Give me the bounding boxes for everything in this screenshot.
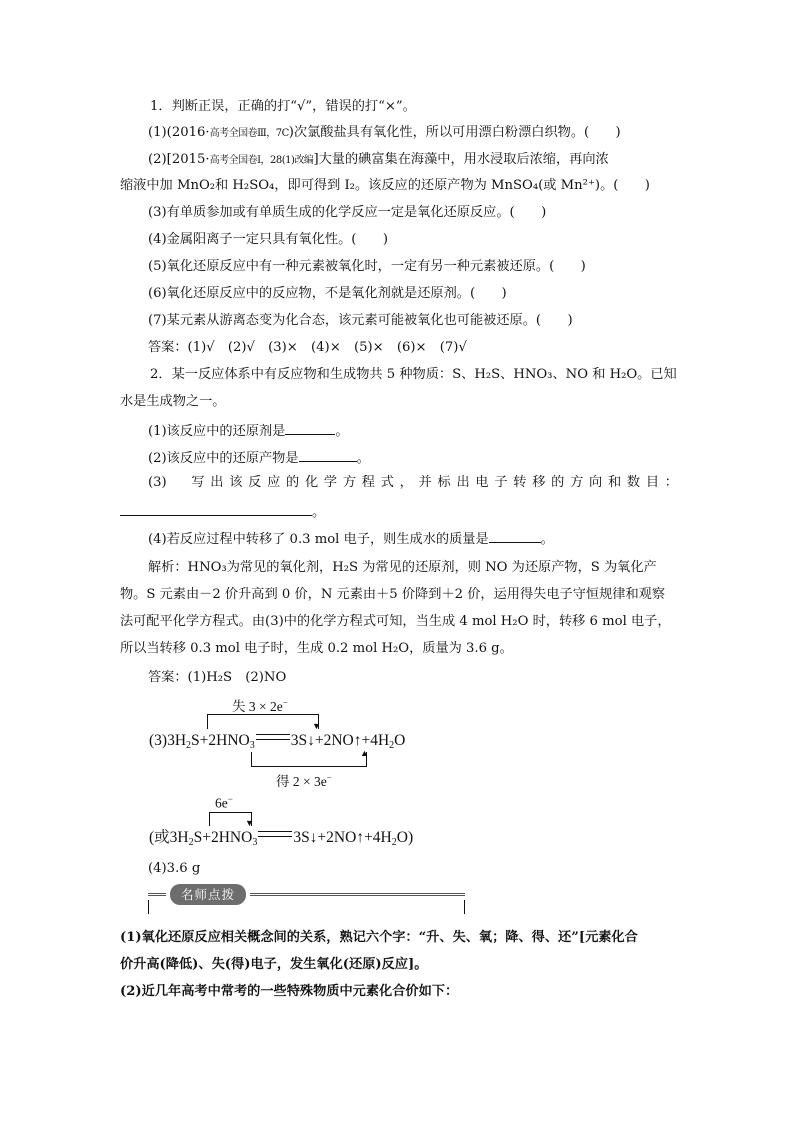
q2-stem: 2．某一反应体系中有反应物和生成物共 5 种物质：S、H₂S、HNO₃、NO 和 H₂O。已知 bbox=[150, 367, 677, 382]
arrow-down-icon: ▼ bbox=[312, 721, 321, 731]
analysis-line-1: 解析：HNO₃为常见的氧化剂，H₂S 为常见的还原剂，则 NO 为还原产物，S 为氧化产 bbox=[148, 560, 657, 575]
answer-4: (4)3.6 g bbox=[148, 861, 201, 876]
q1-item-6: (6)氧化还原反应中的反应物，不是氧化剂就是还原剂。( ) bbox=[148, 286, 507, 301]
q2-answer: 答案：(1)H₂S (2)NO bbox=[148, 670, 287, 685]
tip-paragraph-1: (1)氧化还原反应相关概念间的关系，熟记六个字：“升、失、氧；降、得、还”[元素化合 bbox=[120, 930, 638, 945]
answer-blank bbox=[285, 420, 335, 435]
q1-item-2-cont: 缩液中加 MnO₂和 H₂SO₄，即可得到 I₂。该反应的还原产物为 MnSO₄(或 Mn²⁺)。( ) bbox=[120, 178, 650, 193]
tips-badge: 名师点拨 bbox=[170, 884, 246, 905]
header-rule-left bbox=[148, 893, 166, 896]
q1-item-1: (1)(2016·高考全国卷Ⅲ，7C)次氯酸盐具有氧化性，所以可用漂白粉漂白织物。( ) bbox=[148, 125, 621, 140]
frame-corner-left bbox=[148, 900, 149, 914]
q2-sub-3: (3) 写出该反应的化学方程式，并标出电子转移的方向和数目： bbox=[148, 475, 678, 490]
analysis-line-3: 法可配平化学方程式。由(3)中的化学方程式可知，当生成 4 mol H₂O 时，转移 6 mol 电子， bbox=[120, 614, 671, 629]
arrow-up-icon: ▲ bbox=[360, 748, 369, 758]
q1-answer: 答案：(1)√ (2)√ (3)× (4)× (5)× (6)× (7)√ bbox=[148, 340, 467, 355]
q2-sub-2: (2)该反应中的还原产物是 。 bbox=[148, 447, 370, 468]
q2-sub-4: (4)若反应过程中转移了 0.3 mol 电子，则生成水的质量是 。 bbox=[148, 528, 554, 549]
q1-item-5: (5)氧化还原反应中有一种元素被氧化时，一定有另一种元素被还原。( ) bbox=[148, 259, 586, 274]
equals-sign bbox=[256, 734, 290, 740]
lose-bracket bbox=[207, 714, 319, 729]
q2-sub-3-blank: 。 bbox=[120, 501, 325, 522]
analysis-line-4: 所以当转移 0.3 mol 电子时，生成 0.2 mol H₂O，质量为 3.6 g。 bbox=[120, 641, 513, 656]
gain-electrons-label: 得 2 × 3e− bbox=[276, 772, 332, 789]
source-tag: 高考全国卷Ⅲ，7C bbox=[209, 128, 289, 139]
answer-blank bbox=[120, 501, 312, 516]
equation-2: (或$3H_2S+2HNO_3$ $3S↓+2NO↑+4H_2O$) bbox=[149, 829, 414, 848]
frame-corner-right bbox=[464, 900, 465, 914]
q2-sub-1: (1)该反应中的还原剂是 。 bbox=[148, 420, 349, 441]
q1-title: 1．判断正误，正确的打“√”，错误的打“×”。 bbox=[150, 99, 416, 114]
answer-blank bbox=[489, 528, 541, 543]
lose-electrons-label: 失 3 × 2e− bbox=[232, 697, 288, 714]
tip-paragraph-2: (2)近几年高考中常考的一些特殊物质中元素化合价如下： bbox=[120, 984, 459, 999]
arrow-down-icon: ▼ bbox=[245, 818, 254, 828]
q1-item-2: (2)[2015·高考全国卷Ⅰ，28(1)改编]大量的碘富集在海藻中，用水浸取后浓缩，再向浓 bbox=[148, 152, 609, 167]
equation-1: $(3)3H_2S+2HNO_3$ $3S↓+2NO↑+4H_2O$ bbox=[149, 732, 406, 751]
answer-blank bbox=[299, 447, 357, 462]
equals-sign bbox=[258, 831, 292, 837]
q1-item-7: (7)某元素从游离态变为化合态，该元素可能被氧化也可能被还原。( ) bbox=[148, 313, 573, 328]
electron-count-label: 6e− bbox=[215, 794, 233, 811]
gain-bracket bbox=[251, 752, 367, 767]
analysis-line-2: 物。S 元素由－2 价升高到 0 价，N 元素由＋5 价降到＋2 价，运用得失电子守恒规律和观察 bbox=[120, 587, 666, 602]
q2-stem-cont: 水是生成物之一。 bbox=[120, 394, 226, 409]
q1-item-3: (3)有单质参加或有单质生成的化学反应一定是氧化还原反应。( ) bbox=[148, 205, 547, 220]
q1-item-4: (4)金属阳离子一定只具有氧化性。( ) bbox=[148, 232, 388, 247]
source-tag: 高考全国卷Ⅰ，28(1)改编 bbox=[209, 155, 314, 166]
header-rule-right bbox=[250, 893, 465, 896]
tip-paragraph-1-cont: 价升高(降低)、失(得)电子，发生氧化(还原)反应]。 bbox=[120, 957, 428, 972]
